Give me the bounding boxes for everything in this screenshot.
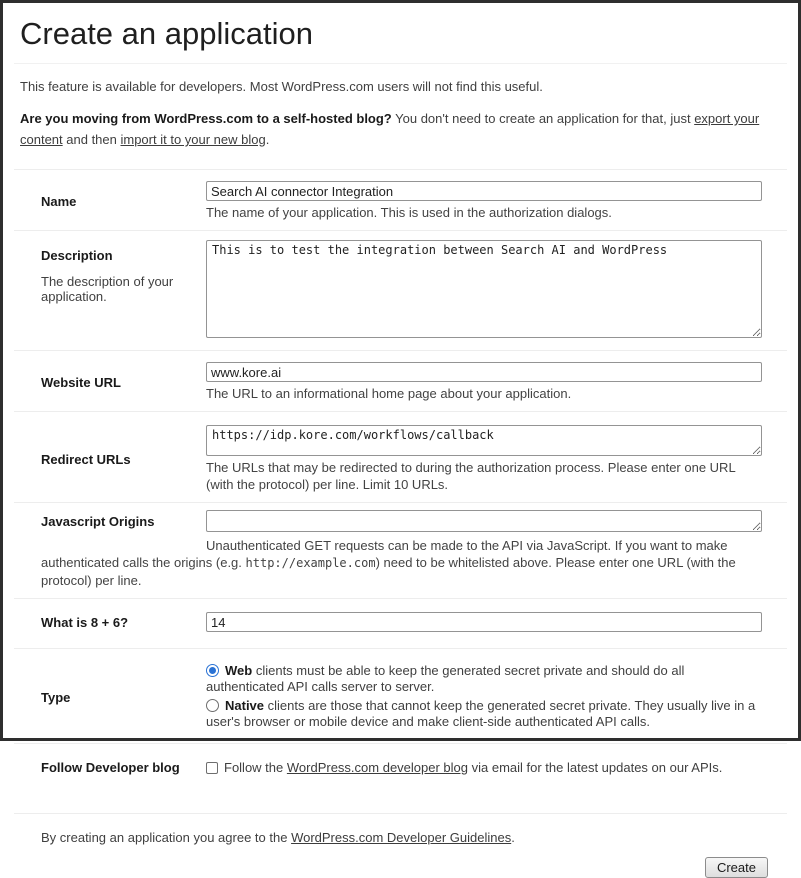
type-option-native[interactable] xyxy=(206,698,762,730)
native-option-bold: Native xyxy=(225,698,265,713)
create-button[interactable]: Create xyxy=(705,857,768,878)
captcha-label: What is 8 + 6? xyxy=(41,614,129,630)
web-radio-button[interactable] xyxy=(206,664,219,677)
web-option-bold: Web xyxy=(225,663,253,678)
redirect-urls-help: The URLs that may be redirected to during the authorization process. Please enter one URL (with the protocol) per line. Limit 10 URLs. xyxy=(206,460,736,492)
form-footer xyxy=(14,813,787,878)
javascript-origins-textarea[interactable] xyxy=(206,510,762,532)
website-url-help: The URL to an informational home page about your application. xyxy=(206,386,572,401)
name-label: Name xyxy=(41,193,77,209)
migration-question: Are you moving from WordPress.com to a self-hosted blog? xyxy=(20,111,392,126)
captcha-input[interactable] xyxy=(206,612,762,632)
page-title: Create an application xyxy=(14,3,787,64)
website-url-input[interactable] xyxy=(206,362,762,382)
follow-blog-label: Follow Developer blog xyxy=(41,760,180,775)
follow-blog-option[interactable] xyxy=(206,760,722,775)
agreement-text xyxy=(41,829,773,846)
developer-blog-link[interactable]: WordPress.com developer blog xyxy=(286,760,468,775)
description-label: Description xyxy=(41,248,113,263)
javascript-origins-row xyxy=(14,502,787,598)
name-input[interactable] xyxy=(206,181,762,201)
example-url-code: http://example.com xyxy=(245,556,376,570)
developer-guidelines-link[interactable]: WordPress.com Developer Guidelines xyxy=(291,830,512,845)
javascript-origins-help xyxy=(41,537,762,589)
description-textarea[interactable] xyxy=(206,240,762,338)
type-row xyxy=(14,648,787,743)
migration-note xyxy=(20,108,772,150)
follow-blog-checkbox[interactable] xyxy=(206,762,218,774)
website-url-row xyxy=(14,350,787,411)
migration-text-2: and then xyxy=(62,132,121,147)
native-option-text: clients are those that cannot keep the generated secret private. They usually live in a user's browser or mobile device and make client-side authenticated API calls. xyxy=(206,698,756,729)
name-row xyxy=(14,169,787,230)
follow-blog-text-before: Follow the xyxy=(224,760,287,775)
intro-text: This feature is available for developers. Most WordPress.com users will not find this useful. xyxy=(20,79,543,94)
javascript-origins-help-text-2: ) need to be whitelisted above. Please enter one URL (with the protocol) per line. xyxy=(41,555,736,588)
native-radio-button[interactable] xyxy=(206,699,219,712)
redirect-urls-label: Redirect URLs xyxy=(41,451,131,467)
redirect-urls-textarea[interactable] xyxy=(206,425,762,456)
javascript-origins-label: Javascript Origins xyxy=(41,513,155,529)
follow-blog-text-after: via email for the latest updates on our APIs. xyxy=(468,760,723,775)
import-blog-link[interactable]: import it to your new blog xyxy=(120,132,266,147)
footer-actions xyxy=(41,857,773,878)
migration-text-3: . xyxy=(265,132,270,147)
migration-text-1: You don't need to create an application for that, just xyxy=(391,111,695,126)
captcha-row xyxy=(14,598,787,648)
web-option-text: clients must be able to keep the generated secret private and should do all authenticated API calls server to server. xyxy=(206,663,685,694)
create-application-form xyxy=(3,169,798,794)
description-row xyxy=(14,230,787,350)
description-help: The description of your application. xyxy=(41,274,174,304)
export-content-link[interactable]: export your content xyxy=(20,111,760,147)
redirect-urls-row xyxy=(14,411,787,502)
javascript-origins-help-text-1: Unauthenticated GET requests can be made to the API via JavaScript. If you want to make authenticated calls the origins (e.g. xyxy=(41,538,728,570)
type-label: Type xyxy=(41,689,71,705)
agreement-text-after: . xyxy=(511,830,515,845)
website-url-label: Website URL xyxy=(41,374,121,390)
type-option-web[interactable] xyxy=(206,663,762,695)
agreement-text-before: By creating an application you agree to the xyxy=(41,830,292,845)
name-help: The name of your application. This is used in the authorization dialogs. xyxy=(206,205,612,220)
follow-blog-row xyxy=(14,743,787,794)
